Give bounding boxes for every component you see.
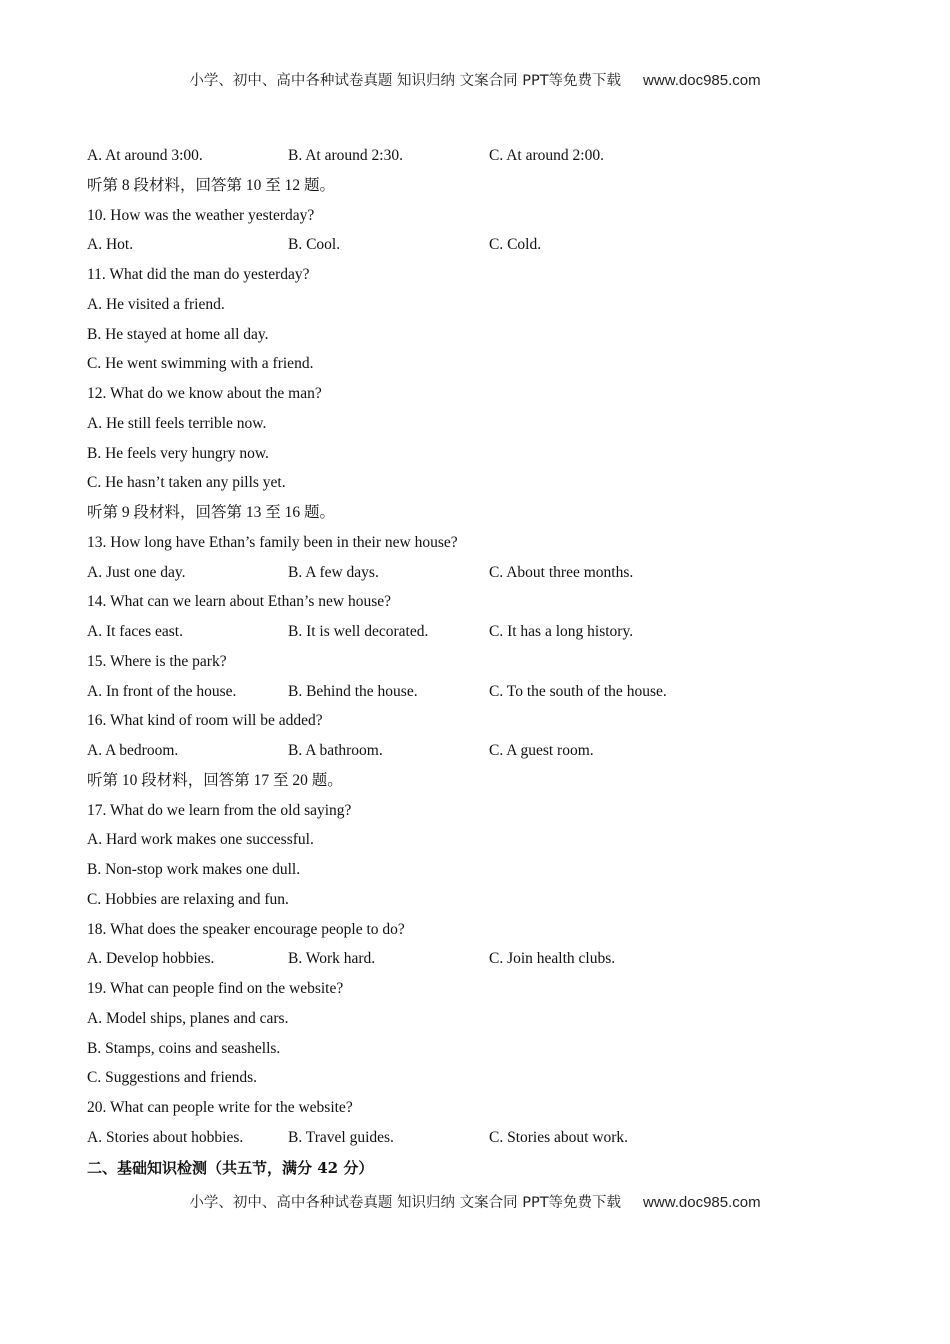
answer-options-row [87, 681, 887, 711]
option-a: A. Hard work makes one successful. [87, 831, 314, 849]
section-instruction: 听第 8 段材料，回答第 10 至 12 题。 [87, 176, 336, 194]
question-17: 17. What do we learn from the old saying? [87, 801, 352, 819]
header-text: 小学、初中、高中各种试卷真题 知识归纳 文案合同 PPT等免费下载 [189, 73, 622, 89]
option-c: C. To the south of the house. [489, 682, 667, 700]
option-a: A. Hot. [87, 236, 134, 254]
page-footer [0, 1191, 950, 1212]
option-b: B. Stamps, coins and seashells. [87, 1039, 281, 1057]
option-c: C. At around 2:00. [489, 147, 604, 164]
option-c: C. Cold. [489, 236, 542, 254]
footer-url[interactable]: www.doc985.com [643, 1194, 761, 1211]
option-c: C. Join health clubs. [489, 950, 616, 968]
question-13: 13. How long have Ethan’s family been in their new house? [87, 533, 458, 551]
option-a: A. He still feels terrible now. [87, 414, 267, 432]
option-b: B. He feels very hungry now. [87, 444, 269, 462]
exam-content [87, 145, 887, 1186]
option-b: B. Travel guides. [288, 1128, 394, 1146]
option-a: A. Stories about hobbies. [87, 1128, 244, 1146]
footer-text: 小学、初中、高中各种试卷真题 知识归纳 文案合同 PPT等免费下载 [189, 1195, 622, 1211]
section-heading: 二、基础知识检测（共五节，满分 42 分） [87, 1158, 374, 1177]
option-c: C. Stories about work. [489, 1128, 629, 1146]
option-b: B. It is well decorated. [288, 623, 429, 640]
option-a: A. Model ships, planes and cars. [87, 1009, 289, 1027]
answer-options-row [87, 621, 887, 651]
question-20: 20. What can people write for the website? [87, 1099, 353, 1116]
question-12: 12. What do we know about the man? [87, 385, 322, 402]
answer-options-row [87, 234, 887, 264]
option-a: A. At around 3:00. [87, 147, 203, 164]
option-a: A. Just one day. [87, 563, 186, 581]
section-instruction: 听第 10 段材料，回答第 17 至 20 题。 [87, 771, 343, 789]
answer-options-row [87, 145, 887, 175]
question-11: 11. What did the man do yesterday? [87, 266, 310, 283]
answer-options-row [87, 948, 887, 978]
answer-options-row [87, 1127, 887, 1157]
answer-options-row [87, 562, 887, 592]
option-c: C. About three months. [489, 563, 634, 581]
question-16: 16. What kind of room will be added? [87, 712, 323, 730]
option-c: C. He went swimming with a friend. [87, 355, 314, 373]
question-10: 10. How was the weather yesterday? [87, 206, 315, 224]
option-b: B. He stayed at home all day. [87, 325, 269, 343]
option-c: C. Hobbies are relaxing and fun. [87, 890, 289, 908]
option-b: B. Work hard. [288, 950, 376, 968]
question-19: 19. What can people find on the website? [87, 980, 344, 997]
option-a: A. It faces east. [87, 623, 183, 640]
option-c: C. A guest room. [489, 742, 594, 759]
option-a: A. Develop hobbies. [87, 950, 215, 968]
option-a: A. In front of the house. [87, 682, 237, 700]
header-url[interactable]: www.doc985.com [643, 72, 761, 89]
option-a: A. He visited a friend. [87, 295, 225, 313]
question-14: 14. What can we learn about Ethan’s new house? [87, 593, 392, 611]
option-c: C. It has a long history. [489, 623, 634, 640]
page-header [0, 69, 950, 90]
option-b: B. A bathroom. [288, 742, 383, 759]
answer-options-row [87, 740, 887, 770]
option-b: B. Cool. [288, 236, 341, 254]
section-instruction: 听第 9 段材料，回答第 13 至 16 题。 [87, 504, 336, 521]
option-b: B. At around 2:30. [288, 147, 403, 164]
option-b: B. A few days. [288, 563, 379, 581]
question-15: 15. Where is the park? [87, 652, 227, 670]
question-18: 18. What does the speaker encourage people to do? [87, 920, 405, 938]
option-a: A. A bedroom. [87, 742, 179, 759]
option-b: B. Behind the house. [288, 682, 418, 700]
option-c: C. He hasn’t taken any pills yet. [87, 474, 286, 492]
option-b: B. Non-stop work makes one dull. [87, 861, 301, 878]
option-c: C. Suggestions and friends. [87, 1069, 258, 1087]
